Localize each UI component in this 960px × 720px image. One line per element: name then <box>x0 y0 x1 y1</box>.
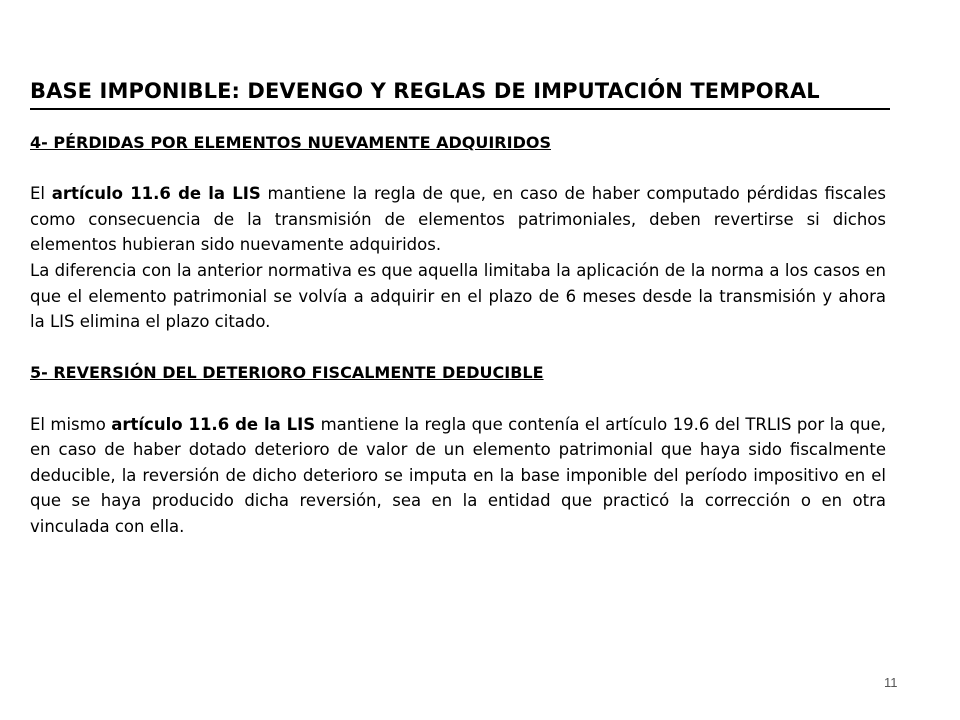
page-number: 11 <box>884 675 898 690</box>
section-5-p1-post: mantiene la regla que contenía el artículo 19.6 del TRLIS por la que, en caso de haber dotado deterioro de valor de un elemento patrimonial que haya sido fiscalmente deducible, la reversión de dicho deterioro se imputa en la base imponible del período impositivo en el que se haya producido dicha reversión, sea en la entidad que practicó la corrección o en otra vinculada con ella. <box>30 414 886 536</box>
spacer <box>30 156 886 182</box>
slide-content <box>30 130 886 540</box>
section-5-paragraph-1 <box>30 412 886 540</box>
section-4-heading: 4- PÉRDIDAS POR ELEMENTOS NUEVAMENTE ADQUIRIDOS <box>30 133 551 152</box>
spacer <box>30 386 886 412</box>
section-5-p1-pre: El mismo <box>30 414 112 434</box>
spacer <box>30 335 886 361</box>
section-5-heading: 5- REVERSIÓN DEL DETERIORO FISCALMENTE DEDUCIBLE <box>30 363 544 383</box>
section-4-p1-legal-reference: artículo 11.6 de la LIS <box>51 184 261 204</box>
slide-title: BASE IMPONIBLE: DEVENGO Y REGLAS DE IMPUTACIÓN TEMPORAL <box>30 76 890 110</box>
section-4-paragraph-2: La diferencia con la anterior normativa es que aquella limitaba la aplicación de la norma a los casos en que el elemento patrimonial se volvía a adquirir en el plazo de 6 meses desde la transmisión y ahora la LIS elimina el plazo citado. <box>30 260 886 332</box>
section-5-p1-legal-reference: artículo 11.6 de la LIS <box>111 414 316 434</box>
section-4-paragraph-1 <box>30 181 886 258</box>
section-4-p1-pre: El <box>30 184 52 204</box>
section-4-p1-post: mantiene la regla de que, en caso de haber computado pérdidas fiscales como consecuencia de la transmisión de elementos patrimoniales, deben revertirse si dichos elementos hubieran sido nuevamente adquiridos. <box>30 184 886 255</box>
